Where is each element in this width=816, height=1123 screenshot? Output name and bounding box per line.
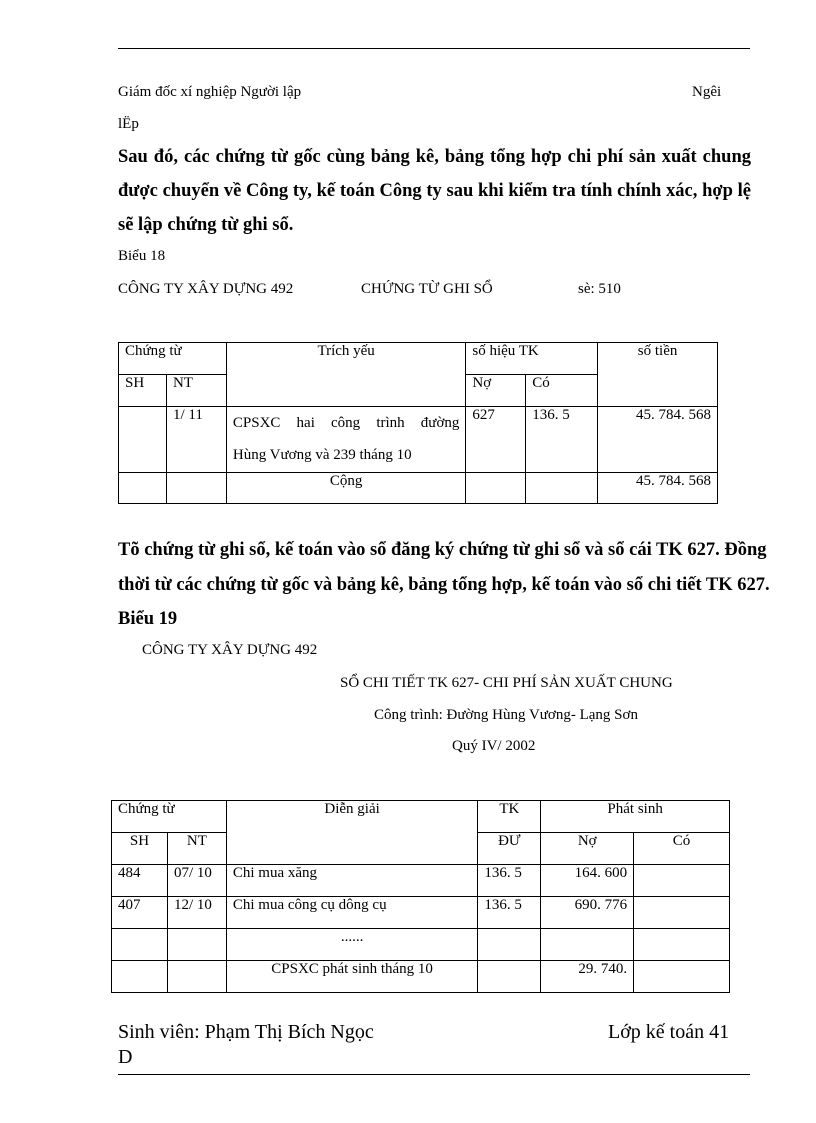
row-description: Chi mua xăng [226,865,477,897]
paragraph-intro: Sau đó, các chứng từ gốc cùng bảng kê, bảng tổng hợp chi phí sản xuất chung được chuyển về Công ty, kế toán Công ty sau khi kiểm tra tính chính xác, hợp lệ sẽ lập chứng từ ghi sổ. [118,147,751,235]
debit-header: Nợ [466,375,526,407]
footer-continuation: D [118,1046,133,1068]
table-row [112,897,730,929]
total-row [119,473,718,504]
nt-header: NT [166,375,226,407]
arising-header: Phát sinh [541,801,730,833]
row-credit: 136. 5 [526,407,598,473]
form-18-table [118,342,718,504]
table-row [119,407,718,473]
row-nt: 1/ 11 [166,407,226,473]
form-19-company: CÔNG TY XÂY DỰNG 492 [142,642,318,658]
voucher-header: Chứng từ [112,801,227,833]
row-summary [226,407,466,473]
form-18-title: CHỨNG TỪ GHI SỔ [361,281,493,297]
form-19-table [111,800,730,993]
total-amount: 45. 784. 568 [598,473,718,504]
row-nt: 12/ 10 [167,897,226,929]
debit-header: Nợ [541,833,634,865]
sh-header: SH [119,375,167,407]
signature-left: Giám đốc xí nghiệp Người lập [118,84,302,100]
form-19-title: SỔ CHI TIẾT TK 627- CHI PHÍ SẢN XUẤT CHUNG [340,675,673,691]
form-18-label: Biểu 18 [118,248,166,264]
nt-header: NT [167,833,226,865]
row-sh: 484 [112,865,168,897]
footer-class: Lớp kế toán 41 [608,1021,730,1043]
voucher-header: Chứng từ [119,343,227,375]
credit-header: Có [634,833,730,865]
subtotal-label: CPSXC phát sinh tháng 10 [226,961,477,993]
subtotal-debit: 29. 740. [541,961,634,993]
form-19-label: Biểu 19 [118,609,178,629]
table-row [112,865,730,897]
row-nt: 07/ 10 [167,865,226,897]
credit-header: Có [526,375,598,407]
header-rule [118,48,750,49]
description-header: Diễn giải [226,801,477,865]
row-tk: 136. 5 [478,865,541,897]
row-summary-line1: CPSXC hai công trình đường [232,415,460,431]
subtotal-row [112,961,730,993]
form-18-number: sè: 510 [578,281,621,297]
paragraph-2-line-2: thời từ các chứng từ gốc và bảng kê, bảng tổng hợp, kế toán vào sổ chi tiết TK 627. [118,575,770,595]
row-credit [634,865,730,897]
signature-continuation: lËp [118,116,139,132]
signature-right: Ngêi [692,84,722,100]
paragraph-2-line-1: Tõ chứng từ ghi sổ, kế toán vào sổ đăng ký chứng từ ghi sổ và sổ cái TK 627. Đồng [118,540,767,560]
amount-header: số tiền [598,343,718,407]
form-19-period: Quý IV/ 2002 [452,738,536,754]
row-debit: 690. 776 [541,897,634,929]
row-sh [119,407,167,473]
row-sh: 407 [112,897,168,929]
row-credit [634,897,730,929]
form-19-project: Công trình: Đường Hùng Vương- Lạng Sơn [374,707,638,723]
row-tk: 136. 5 [478,897,541,929]
row-debit: 627 [466,407,526,473]
row-summary-line2: Hùng Vương và 239 tháng 10 [232,447,412,463]
row-debit: 164. 600 [541,865,634,897]
summary-header: Trích yếu [226,343,466,407]
row-amount: 45. 784. 568 [598,407,718,473]
account-no-header: số hiệu TK [466,343,598,375]
form-18-company: CÔNG TY XÂY DỰNG 492 [118,281,294,297]
row-description: Chi mua công cụ dông cụ [226,897,477,929]
total-label: Cộng [226,473,466,504]
ellipsis-row [112,929,730,961]
ellipsis: ...... [226,929,477,961]
footer-rule [118,1074,750,1075]
sh-header: SH [112,833,168,865]
du-header: ĐƯ [478,833,541,865]
footer-student: Sinh viên: Phạm Thị Bích Ngọc [118,1021,374,1043]
tk-header: TK [478,801,541,833]
